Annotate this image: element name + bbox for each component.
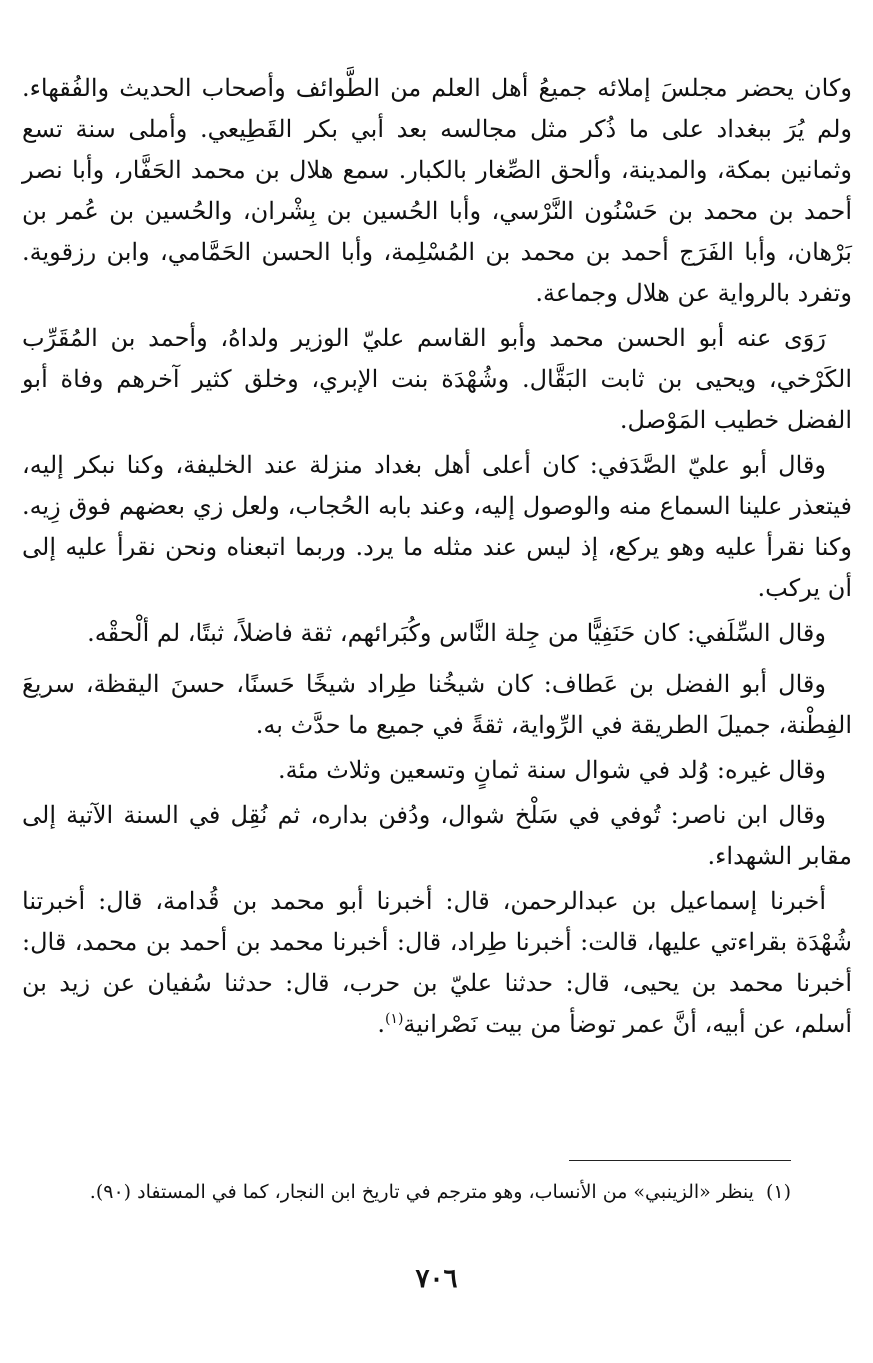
paragraph-4: وقال السِّلَفي: كان حَنَفِيًّا من جِلة النَّاس وكُبَرائهم، ثقة فاضلاً، ثبتًا، لم ألْحقْه. <box>87 619 826 647</box>
footnote-number: (١) <box>765 1181 791 1203</box>
footnote-text: ينظر «الزينبي» من الأنساب، وهو مترجم في تاريخ ابن النجار، كما في المستفاد (٩٠). <box>89 1181 754 1203</box>
paragraph-3: وقال أبو عليّ الصَّدَفي: كان أعلى أهل بغداد منزلة عند الخليفة، وكنا نبكر إليه، فيتعذر علينا السماع منه والوصول إليه، وعند بابه الحُجاب، ولعل زي بعضهم فوق زِيه. وكنا نقرأ عليه وهو يركع، إذ ليس عند مثله ما يرد. وربما اتبعناه ونحن نقرأ عليه إلى أن يركب. <box>22 451 852 602</box>
paragraph-8-text: أخبرنا إسماعيل بن عبدالرحمن، قال: أخبرنا أبو محمد بن قُدامة، قال: أخبرتنا شُهْدَة بقراءتي عليها، قالت: أخبرنا طِراد، قال: أخبرنا محمد بن أحمد بن محمد، قال: أخبرنا محمد بن يحيى، قال: حدثنا عليّ بن حرب، قال: حدثنا سُفيان عن زيد بن أسلم، عن أبيه، أنَّ عمر توضأ من بيت نَصْرانية <box>22 887 852 1038</box>
footnote <box>31 1178 791 1206</box>
footnote-marker: (١) <box>384 1011 404 1027</box>
paragraph-1: وكان يحضر مجلسَ إملائه جميعُ أهل العلم من الطَّوائف وأصحاب الحديث والفُقهاء. ولم يُرَ ببغداد على ما ذُكر مثل مجالسه بعد أبي بكر القَطِيعي. وأملى سنة تسع وثمانين بمكة، والمدينة، وألحق الصِّغار بالكبار. سمع هلال بن محمد الحَفَّار، وأبا نصر أحمد بن محمد بن حَسْنُون النَّرْسي، وأبا الحُسين بن بِشْران، والحُسين بن عُمر بن بَرْهان، وأبا الفَرَج أحمد بن محمد بن المُسْلِمة، وأبا الحسن الحَمَّامي، وابن رزقوية. وتفرد بالرواية عن هلال وجماعة. <box>22 74 852 307</box>
paragraph-2: رَوَى عنه أبو الحسن محمد وأبو القاسم عليّ الوزير ولداهُ، وأحمد بن المُقَرِّب الكَرْخي، ويحيى بن ثابت البَقَّال. وشُهْدَة بنت الإبري، وخلق كثير آخرهم وفاة أبو الفضل خطيب المَوْصل. <box>22 324 852 434</box>
paragraph-5: وقال أبو الفضل بن عَطاف: كان شيخُنا طِراد شيخًا حَسنًا، حسنَ اليقظة، سريعَ الفِطْنة، جميلَ الطريقة في الرِّواية، ثقةً في جميع ما حدَّث به. <box>22 670 852 739</box>
paragraph-8 <box>22 881 852 1045</box>
footnote-separator <box>569 1160 791 1161</box>
paragraph-7: وقال ابن ناصر: تُوفي في سَلْخ شوال، ودُفن بداره، ثم نُقِل في السنة الآتية إلى مقابر الشهداء. <box>22 801 852 870</box>
paragraph-8-end: . <box>377 1010 385 1038</box>
page-number: ٧٠٦ <box>415 1264 458 1294</box>
paragraph-6: وقال غيره: وُلد في شوال سنة ثمانٍ وتسعين وثلاث مئة. <box>277 756 826 784</box>
main-text-block <box>22 68 852 1049</box>
